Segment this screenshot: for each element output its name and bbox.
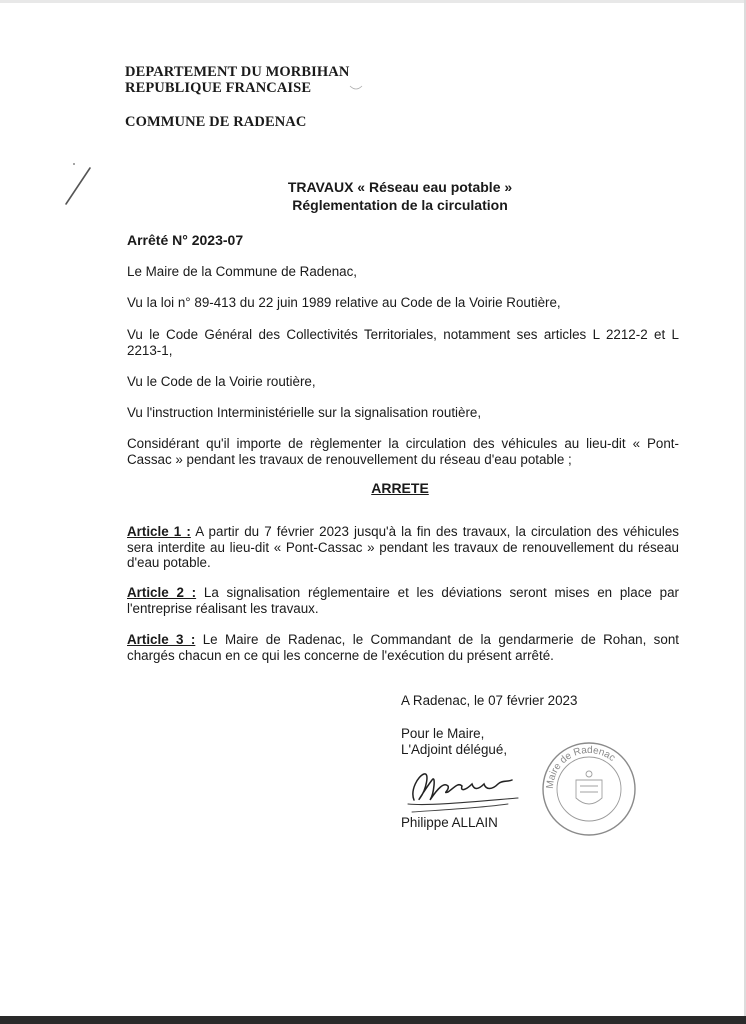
considerant-2: Vu le Code Général des Collectivités Territoriales, notamment ses articles L 2212-2 et L 2213-1, [127,327,679,358]
scan-edge-top [0,0,746,3]
title-line-1: TRAVAUX « Réseau eau potable » [287,179,513,195]
article-2 [127,585,679,616]
arrete-number: Arrêté N° 2023-07 [127,232,244,248]
place-date: A Radenac, le 07 février 2023 [401,693,578,708]
header-commune: COMMUNE DE RADENAC [125,114,307,130]
considerant-0: Le Maire de la Commune de Radenac, [127,264,358,279]
stamp-text: Maire de Radenac [544,744,618,790]
signatory-name: Philippe ALLAIN [401,815,498,830]
article-1 [127,524,679,571]
header-departement: DEPARTEMENT DU MORBIHAN [125,64,350,80]
title-line-2: Réglementation de la circulation [292,197,508,213]
article-1-label: Article 1 : [127,524,191,539]
stray-pencil-mark [60,160,100,210]
article-2-text: La signalisation réglementaire et les déviations seront mises en place par l'entreprise réalisant les travaux. [127,585,679,616]
article-3-label: Article 3 : [127,632,196,647]
considerant-4: Vu l'instruction Interministérielle sur la signalisation routière, [127,405,482,420]
article-3 [127,632,679,663]
considerant-1: Vu la loi n° 89-413 du 22 juin 1989 relative au Code de la Voirie Routière, [127,295,561,310]
article-2-label: Article 2 : [127,585,197,600]
header-republique: REPUBLIQUE FRANCAISE [125,80,312,96]
handwritten-signature [400,760,530,820]
considerant-3: Vu le Code de la Voirie routière, [127,374,316,389]
article-1-text: A partir du 7 février 2023 jusqu'à la fin des travaux, la circulation des véhicules sera interdite au lieu-dit « Pont-Cassac » pendant les travaux de renouvellement du réseau d'eau potable. [127,524,679,570]
official-stamp [540,740,638,838]
stray-scan-mark [340,80,380,100]
signatory-role: L'Adjoint délégué, [401,742,508,757]
svg-text:Maire de Radenac [545,745,617,789]
considerant-5: Considérant qu'il importe de règlementer la circulation des véhicules au lieu-dit « Pont-Cassac » pendant les travaux de renouvellement du réseau d'eau potable ; [127,436,679,467]
arrete-heading: ARRETE [371,480,429,496]
for-mayor: Pour le Maire, [401,726,485,741]
scan-edge-bottom [0,1016,746,1024]
article-3-text: Le Maire de Radenac, le Commandant de la gendarmerie de Rohan, sont chargés chacun en ce qui les concerne de l'exécution du présent arrêté. [127,632,679,663]
